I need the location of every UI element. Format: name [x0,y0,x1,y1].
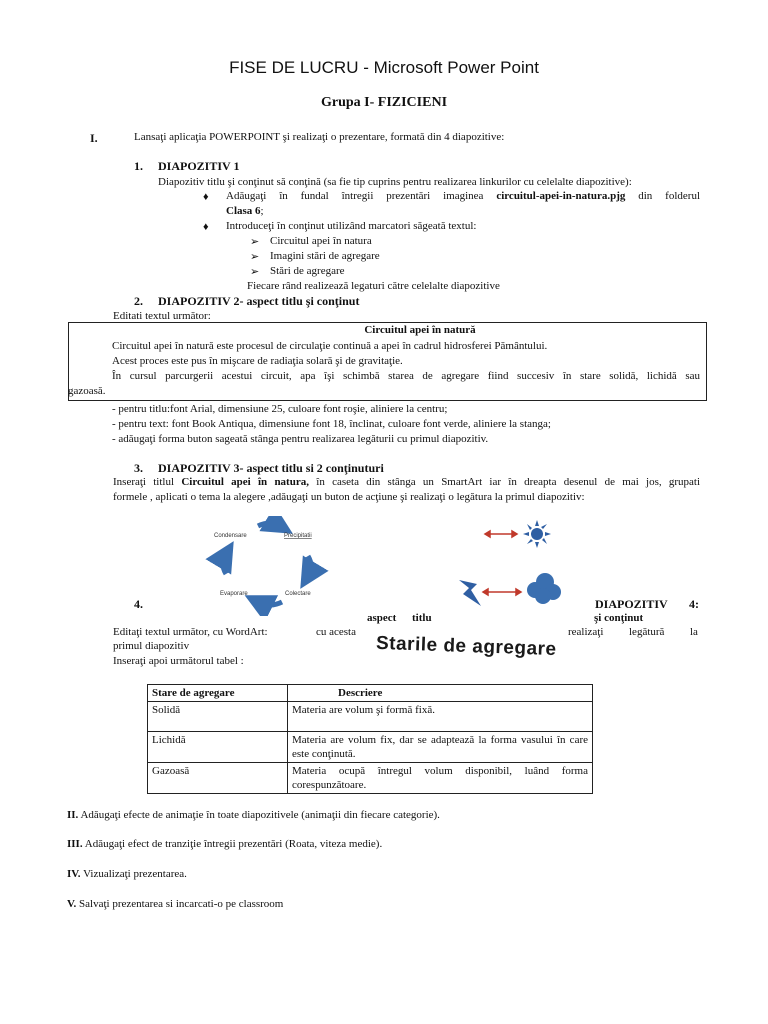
slide-2-heading: DIAPOZITIV 2- aspect titlu şi conţinut [158,294,360,308]
arrow-bullet-icon: ➢ [250,236,260,248]
cycle-arrow [258,602,282,605]
slide-4-heading: DIAPOZITIV [595,597,668,611]
table-cell: Materia are volum fix, dar se adaptează la forma vasului în care este conţinută. [288,732,593,763]
states-table [147,684,593,794]
cloud-icon [527,573,561,604]
slide-3-description: Inseraţi titlul Circuitul apei în natura, în caseta din stânga un SmartArt iar în dreapta desenul de mai jos, grupati [113,476,701,488]
arrow-bullet-icon: ➢ [250,266,260,278]
task-III: III. Adăugaţi efect de tranziţie întregii prezentări (Roata, viteza medie). [67,838,383,850]
cycle-label: Condensare [214,533,247,539]
bullet-background-image: Adăugaţi în fundal întregii prezentări imaginea circuitul-apei-in-natura.pjg din folderul [226,190,701,202]
sun-icon [523,520,551,548]
box-paragraph: Circuitul apei în natură este procesul de circulaţie continuă a apei în cadrul hidrosferei Pământului. [112,340,548,352]
bullet-folder: Clasa 6; [226,205,264,217]
wordart-text: Starile de agregare [375,632,557,661]
cycle-label: Colectare [285,591,311,597]
item-number: 3. [134,461,143,475]
box-title: Circuitul apei în natură [364,324,476,336]
arrow-item: Stări de agregare [270,265,345,277]
group-heading: Grupa I- FIZICIENI [320,95,448,110]
list-item: - pentru text: font Book Antiqua, dimensiune font 18, înclinat, culoare font verde, aliniere la stanga; [112,418,551,430]
wordart-instruction: realizaţi [568,626,604,638]
slide-4-layout: titlu [412,612,432,624]
slide-3-description-2: formele , aplicati o tema la alegere ,adăugaţi un buton de acţiune şi realizaţi o legătura la primul diapozitiv: [113,491,585,503]
link-arrow-icon [483,589,521,595]
table-row [148,763,593,794]
wordart-instruction: primul diapozitiv [113,640,190,652]
slide-4-layout: şi conţinut [594,612,644,624]
table-cell: Materia are volum şi formă fixă. [288,702,593,732]
slide-1-description: Diapozitiv titlu şi conţinut să conţină (sa fie tip cuprins pentru realizarea linkurilor cu celelalte diapozitive): [158,176,632,188]
lightning-icon [459,580,481,606]
arrow-item: Imagini stări de agregare [270,250,380,262]
box-paragraph: Acest proces este pus în mişcare de radiaţia solară şi de gravitaţie. [112,355,403,367]
slide-4-layout: aspect [367,612,397,624]
document-title: FISE DE LUCRU - Microsoft Power Point [229,58,539,77]
table-cell: Gazoasă [148,763,288,794]
bullet-content: Introduceţi în conţinut utilizând marcatori săgeată textul: [226,220,477,232]
table-cell: Materia ocupă întregul volum disponibil, luând forma corespunzătoare. [288,763,593,794]
smartart-cycle [200,516,340,616]
item-number: 2. [134,294,143,308]
cycle-arrow [223,554,226,574]
wordart-instruction: legătură [629,626,665,638]
moon-icon [459,518,477,550]
cycle-label: Precipitatii [284,533,312,539]
wordart-instruction: cu acesta [316,626,356,638]
bullet-diamond-icon: ♦ [203,221,209,233]
task-IV: IV. Vizualizaţi prezentarea. [67,868,187,880]
wordart-instruction: Editaţi textul următor, cu WordArt: [113,626,268,638]
table-header: Descriere [288,685,593,702]
edit-instruction: Editati textul următor: [113,310,211,322]
table-header-row [148,685,593,702]
table-cell: Solidă [148,702,288,732]
list-item: - adăugaţi forma buton sageată stânga pentru realizarea legăturii cu primul diapozitiv. [112,433,489,445]
cycle-arrow [308,556,311,576]
slide-3-heading: DIAPOZITIV 3- aspect titlu si 2 conţinuturi [158,461,384,475]
bullet-diamond-icon: ♦ [203,191,209,203]
table-row [148,702,593,732]
table-row [148,732,593,763]
wordart-instruction: la [690,626,698,638]
section-intro: Lansaţi aplicaţia POWERPOINT şi realizaţi o prezentare, formată din 4 diapozitive: [134,131,505,143]
weather-drawing [455,512,565,622]
arrow-item: Circuitul apei în natura [270,235,372,247]
section-number: I. [90,131,98,145]
arrow-bullet-icon: ➢ [250,251,260,263]
cycle-arrow [258,523,280,526]
table-cell: Lichidă [148,732,288,763]
slide-4-heading-num: 4: [689,597,699,611]
list-item: - pentru titlu:font Arial, dimensiune 25, culoare font roşie, aliniere la centru; [112,403,448,415]
table-header: Stare de agregare [148,685,288,702]
table-instruction: Inseraţi apoi următorul tabel : [113,655,244,667]
task-V: V. Salvaţi prezentarea si incarcati-o pe classroom [67,898,284,910]
link-arrow-icon [485,531,517,537]
box-paragraph-end: gazoasă. [68,385,106,397]
slide-1-heading: DIAPOZITIV 1 [158,159,240,173]
item-number: 1. [134,159,143,173]
cycle-label: Evaporare [220,591,248,597]
item-number: 4. [134,597,143,611]
task-II: II. Adăugaţi efecte de animaţie în toate diapozitivele (animaţii din fiecare categorie). [67,809,440,821]
box-paragraph: În cursul parcurgerii acestui circuit, apa îşi schimbă starea de agregare fiind succesiv în stare solidă, lichidă sau [112,370,700,382]
slide-1-note: Fiecare rând realizează legaturi către celelalte diapozitive [247,280,500,292]
